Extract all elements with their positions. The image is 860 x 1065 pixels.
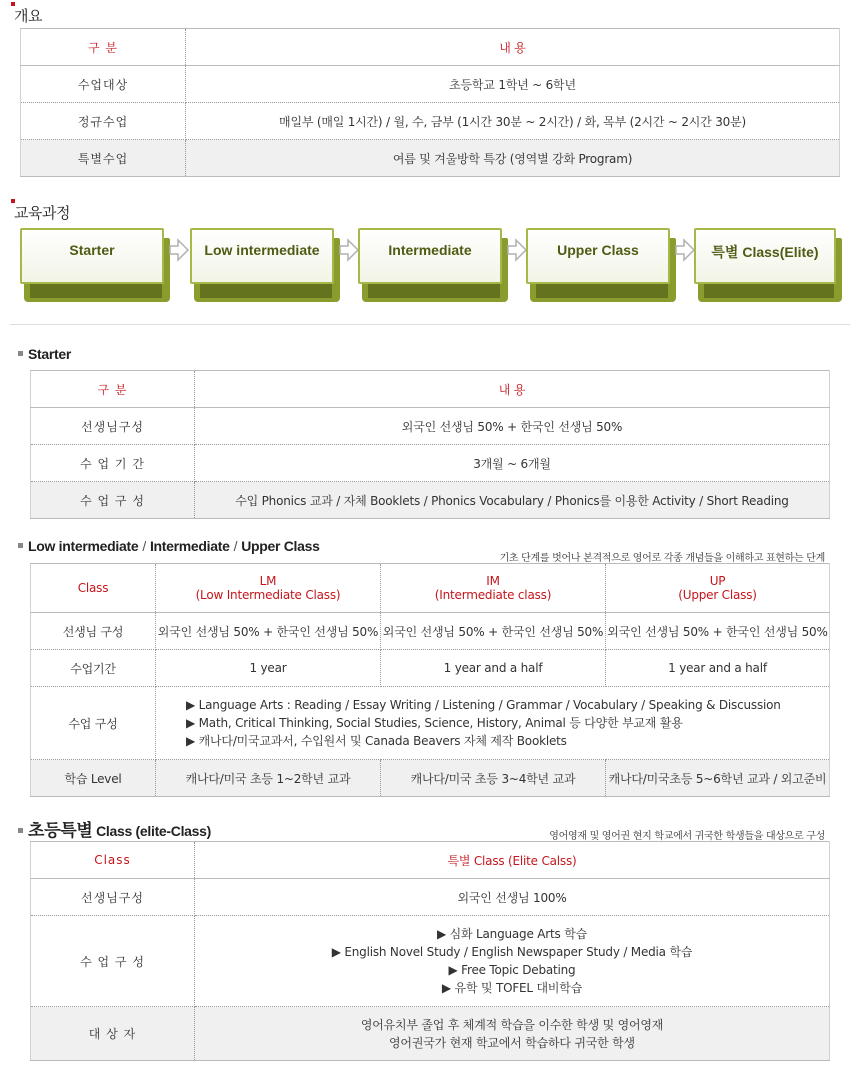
elite-title <box>18 816 211 841</box>
mid-levels-note: 기초 단계를 벗어나 본격적으로 영어로 각종 개념들을 이해하고 표현하는 단계 <box>499 553 825 564</box>
class-name: (Intermediate class) <box>434 588 552 602</box>
curriculum-step-upper-class <box>526 228 676 302</box>
row-label: 선생님구성 <box>31 408 195 445</box>
row-label: 선생님 구성 <box>31 613 156 650</box>
row-value: 초등학교 1학년 ~ 6학년 <box>186 66 840 103</box>
class-name: (Low Intermediate Class) <box>195 588 341 602</box>
title-part: Low intermediate <box>28 538 139 554</box>
curriculum-step-elite <box>694 228 842 302</box>
row-value: 1 year <box>156 650 381 687</box>
step-label: Upper Class <box>557 242 639 258</box>
list-item: 영어권국가 현재 학교에서 학습하다 귀국한 학생 <box>389 1035 635 1050</box>
step-face <box>526 228 670 284</box>
list-item: ▶ 유학 및 TOFEL 대비학습 <box>441 981 583 995</box>
row-label: 수업기간 <box>31 650 156 687</box>
step-shadow-bottom <box>200 284 332 298</box>
list-item: ▶ English Novel Study / English Newspaper Study / Media 학습 <box>331 945 693 959</box>
step-face <box>20 228 164 284</box>
elite-table <box>30 841 830 1061</box>
table-row <box>31 408 830 445</box>
arrow-right-icon <box>674 238 696 262</box>
divider <box>10 324 850 325</box>
curriculum-title <box>14 202 70 223</box>
row-label: 학습 Level <box>31 760 156 797</box>
overview-table <box>20 28 840 177</box>
row-label: 정규수업 <box>21 103 186 140</box>
class-name: (Upper Class) <box>678 588 757 602</box>
step-label: Starter <box>69 242 115 258</box>
row-value: 외국인 선생님 50% + 한국인 선생님 50% <box>381 613 606 650</box>
header-category: 구 분 <box>31 371 195 408</box>
table-row <box>31 916 830 1007</box>
step-label: Low intermediate <box>204 242 320 258</box>
table-row <box>31 613 830 650</box>
curriculum-title-text: 교육과정 <box>14 204 70 222</box>
row-label: 수 업 구 성 <box>31 482 195 519</box>
table-row <box>21 140 840 177</box>
list-item: ▶ 심화 Language Arts 학습 <box>437 927 587 941</box>
step-shadow-bottom <box>368 284 500 298</box>
bullet-square-icon <box>18 828 23 833</box>
starter-table <box>30 370 830 519</box>
header-class: Class <box>31 842 195 879</box>
list-item: ▶ Free Topic Debating <box>448 963 576 977</box>
title-part: Intermediate <box>149 538 230 554</box>
step-face <box>190 228 334 284</box>
starter-title-text: Starter <box>28 346 72 362</box>
step-label: Intermediate <box>388 242 472 258</box>
overview-title-text: 개요 <box>14 7 42 25</box>
row-value: 3개월 ~ 6개월 <box>195 445 830 482</box>
row-value: 외국인 선생님 100% <box>195 879 830 916</box>
class-code: LM <box>259 574 277 588</box>
row-value: 외국인 선생님 50% + 한국인 선생님 50% <box>156 613 381 650</box>
table-header <box>31 564 830 613</box>
header-class: Class <box>31 564 156 613</box>
list-item: ▶ Math, Critical Thinking, Social Studies, Science, History, Animal 등 다양한 부교재 활용 <box>186 716 683 730</box>
table-row <box>31 1007 830 1061</box>
header-lm <box>156 564 381 613</box>
starter-title <box>18 346 71 362</box>
title-part: Class (elite-Class) <box>96 823 212 839</box>
row-value: 매일부 (매일 1시간) / 월, 수, 금부 (1시간 30분 ~ 2시간) / 화, 목부 (2시간 ~ 2시간 30분) <box>186 103 840 140</box>
row-label: 특별수업 <box>21 140 186 177</box>
class-code: IM <box>486 574 500 588</box>
table-row <box>31 445 830 482</box>
table-row <box>31 760 830 797</box>
curriculum-step-low-intermediate <box>190 228 340 302</box>
row-label: 선생님구성 <box>31 879 195 916</box>
list-item: 영어유치부 졸업 후 체계적 학습을 이수한 학생 및 영어영재 <box>360 1017 664 1032</box>
step-shadow-bottom <box>536 284 668 298</box>
title-part: 초등특별 <box>28 821 93 840</box>
mid-levels-title <box>18 538 320 554</box>
table-row <box>31 650 830 687</box>
title-separator: / <box>233 538 238 554</box>
header-up <box>606 564 830 613</box>
arrow-right-icon <box>168 238 190 262</box>
header-content: 내 용 <box>195 371 830 408</box>
header-im <box>381 564 606 613</box>
step-shadow-bottom <box>704 284 834 298</box>
overview-title <box>14 5 42 26</box>
title-marker <box>11 199 15 203</box>
list-item: ▶ 캐나다/미국교과서, 수입원서 및 Canada Beavers 자체 제작 Booklets <box>186 734 567 748</box>
table-row <box>21 103 840 140</box>
class-code: UP <box>709 574 726 588</box>
table-row <box>31 482 830 519</box>
bullet-square-icon <box>18 543 23 548</box>
table-header <box>31 371 830 408</box>
title-marker <box>11 2 15 6</box>
bullet-square-icon <box>18 351 23 356</box>
title-part: Upper Class <box>241 538 320 554</box>
target-lines <box>195 1007 830 1061</box>
composition-list <box>156 687 830 760</box>
arrow-right-icon <box>338 238 360 262</box>
elite-note: 영어영재 및 영어권 현지 학교에서 귀국한 학생들을 대상으로 구성 <box>549 831 825 842</box>
step-label: 특별 Class(Elite) <box>711 244 819 260</box>
list-item: ▶ Language Arts : Reading / Essay Writing / Listening / Grammar / Vocabulary / Speaking & Discussion <box>186 698 781 712</box>
step-shadow-bottom <box>30 284 162 298</box>
table-header <box>21 29 840 66</box>
mid-levels-table <box>30 563 830 797</box>
table-row <box>31 879 830 916</box>
row-value: 수입 Phonics 교과 / 자체 Booklets / Phonics Vocabulary / Phonics를 이용한 Activity / Short Reading <box>195 482 830 519</box>
table-row <box>21 66 840 103</box>
header-category: 구 분 <box>21 29 186 66</box>
row-label: 수 업 기 간 <box>31 445 195 482</box>
row-value: 캐나다/미국초등 5~6학년 교과 / 외고준비 <box>606 760 830 797</box>
curriculum-step-intermediate <box>358 228 508 302</box>
row-label: 수업 구성 <box>31 687 156 760</box>
step-face <box>694 228 836 284</box>
step-face <box>358 228 502 284</box>
row-label: 대 상 자 <box>31 1007 195 1061</box>
composition-list <box>195 916 830 1007</box>
title-separator: / <box>142 538 146 554</box>
row-value: 캐나다/미국 초등 1~2학년 교과 <box>156 760 381 797</box>
header-content: 특별 Class (Elite Calss) <box>195 842 830 879</box>
header-content: 내 용 <box>186 29 840 66</box>
row-label: 수 업 구 성 <box>31 916 195 1007</box>
table-header <box>31 842 830 879</box>
row-value: 1 year and a half <box>381 650 606 687</box>
curriculum-step-starter <box>20 228 170 302</box>
arrow-right-icon <box>506 238 528 262</box>
row-value: 여름 및 겨울방학 특강 (영역별 강화 Program) <box>186 140 840 177</box>
row-label: 수업대상 <box>21 66 186 103</box>
row-value: 외국인 선생님 50% + 한국인 선생님 50% <box>606 613 830 650</box>
table-row <box>31 687 830 760</box>
row-value: 캐나다/미국 초등 3~4학년 교과 <box>381 760 606 797</box>
row-value: 외국인 선생님 50% + 한국인 선생님 50% <box>195 408 830 445</box>
row-value: 1 year and a half <box>606 650 830 687</box>
